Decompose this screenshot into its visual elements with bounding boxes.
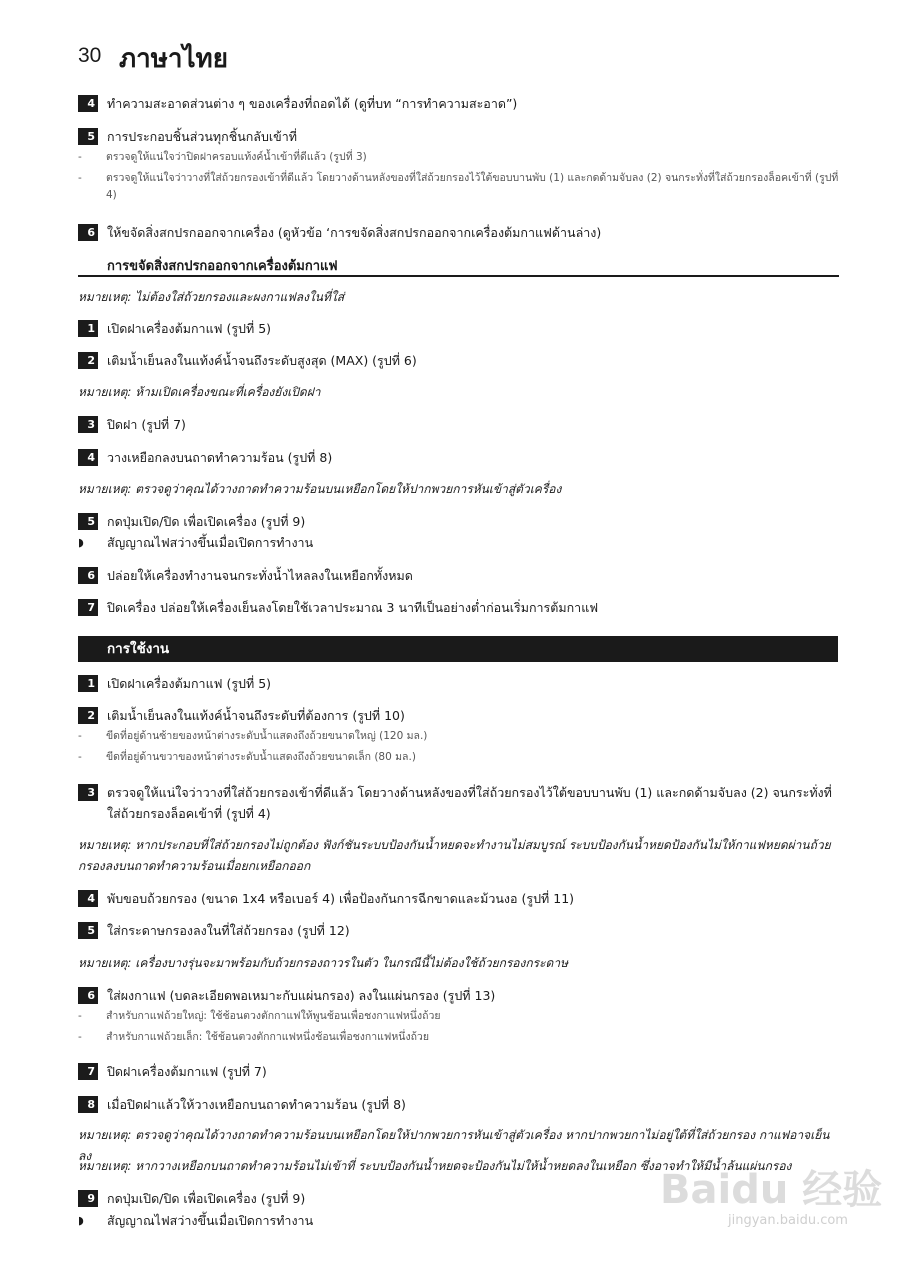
note: หมายเหตุ: หากประกอบที่ใส่ถ้วยกรองไม่ถูกต้อง ฟังก์ชันระบบป้องกันน้ำหยดจะทำงานไม่สมบูรณ์ ระบบป้องกันน้ำหยดป้องกันไม่ให้กาแฟหยดผ่านถ้วยกรองลงบนถาดทำความร้อนเมื่อยกเหยือกออก xyxy=(78,838,831,873)
usage-step-6 xyxy=(78,985,840,1006)
step-number: 1 xyxy=(78,675,98,692)
cleaning-step-5 xyxy=(78,126,840,147)
sub-item xyxy=(78,149,840,166)
step-text: เติมน้ำเย็นลงในแท้งค์น้ำจนถึงระดับสูงสุด (MAX) (รูปที่ 6) xyxy=(107,353,417,368)
descale-step-3 xyxy=(78,414,840,435)
watermark-url: jingyan.baidu.com xyxy=(728,1213,848,1228)
sub-item xyxy=(78,170,840,204)
step-number: 4 xyxy=(78,890,98,907)
step-number: 5 xyxy=(78,128,98,145)
step-text: เปิดฝาเครื่องต้มกาแฟ (รูปที่ 5) xyxy=(107,676,272,691)
step-number: 2 xyxy=(78,352,98,369)
dash-marker: - xyxy=(78,151,82,163)
page-title: ภาษาไทย xyxy=(119,44,228,74)
step-text: ทำความสะอาดส่วนต่าง ๆ ของเครื่องที่ถอดได้ (ดูที่บท “การทำความสะอาด”) xyxy=(107,96,518,111)
step-text: ให้ขจัดสิ่งสกปรกออกจากเครื่อง (ดูหัวข้อ ‘การขจัดสิ่งสกปรกออกจากเครื่องต้มกาแฟด้านล่าง) xyxy=(107,225,602,240)
dash-marker: - xyxy=(78,751,82,763)
step-number: 9 xyxy=(78,1190,98,1207)
step-text: การประกอบชิ้นส่วนทุกชิ้นกลับเข้าที่ xyxy=(107,129,297,144)
descale-step-1 xyxy=(78,318,840,339)
usage-step-1 xyxy=(78,673,840,694)
dash-marker: - xyxy=(78,730,82,742)
step-number: 8 xyxy=(78,1096,98,1113)
usage-step-7 xyxy=(78,1061,840,1082)
dash-marker: - xyxy=(78,1010,82,1022)
cleaning-step-6 xyxy=(78,222,840,243)
section-heading: การใช้งาน xyxy=(78,636,838,662)
descale-step-6 xyxy=(78,565,840,586)
dash-marker: - xyxy=(78,1031,82,1043)
step-text: ใส่ผงกาแฟ (บดละเอียดพอเหมาะกับแผ่นกรอง) ลงในแผ่นกรอง (รูปที่ 13) xyxy=(107,988,496,1003)
step-text: ปิดเครื่อง ปล่อยให้เครื่องเย็นลงโดยใช้เวลาประมาณ 3 นาทีเป็นอย่างต่ำก่อนเริ่มการต้มกาแฟ xyxy=(107,600,599,615)
sub-item xyxy=(78,749,840,766)
descale-step-2 xyxy=(78,350,840,371)
step-number: 2 xyxy=(78,707,98,724)
note: หมายเหตุ: หากวางเหยือกบนถาดทำความร้อนไม่เข้าที่ ระบบป้องกันน้ำหยดจะป้องกันไม่ให้น้ำหยดลงในเหยือก ซึ่งอาจทำให้มีน้ำล้นแผ่นกรอง xyxy=(78,1159,792,1173)
step-number: 5 xyxy=(78,513,98,530)
sub-item xyxy=(78,728,840,745)
step-number: 4 xyxy=(78,95,98,112)
usage-step-8 xyxy=(78,1094,840,1115)
step-text: เติมน้ำเย็นลงในแท้งค์น้ำจนถึงระดับที่ต้องการ (รูปที่ 10) xyxy=(107,708,405,723)
step-number: 7 xyxy=(78,599,98,616)
step-number: 6 xyxy=(78,567,98,584)
sub-item xyxy=(78,1008,840,1025)
step-number: 4 xyxy=(78,449,98,466)
step-text: ปิดฝา (รูปที่ 7) xyxy=(107,417,186,432)
descale-step-4 xyxy=(78,447,840,468)
descale-step-5 xyxy=(78,511,840,532)
step-number: 3 xyxy=(78,416,98,433)
sub-item-text: ตรวจดูให้แน่ใจว่าปิดฝาครอบแท้งค์น้ำเข้าที่ดีแล้ว (รูปที่ 3) xyxy=(106,151,367,163)
bullet-icon: ◗ xyxy=(78,1214,84,1227)
step-number: 1 xyxy=(78,320,98,337)
watermark-logo: Baidu 经验 xyxy=(660,1167,883,1213)
step-text: เปิดฝาเครื่องต้มกาแฟ (รูปที่ 5) xyxy=(107,321,272,336)
usage-step-3 xyxy=(78,782,840,824)
note: หมายเหตุ: ตรวจดูว่าคุณได้วางถาดทำความร้อนบนเหยือกโดยให้ปากพวยการหันเข้าสู่ตัวเครื่อง หากปากพวยกาไม่อยู่ใต้ที่ใส่ถ้วยกรอง กาแฟอาจเย็นลง xyxy=(78,1128,830,1163)
step-text: กดปุ่มเปิด/ปิด เพื่อเปิดเครื่อง (รูปที่ 9) xyxy=(107,1191,306,1206)
note: หมายเหตุ: ห้ามเปิดเครื่องขณะที่เครื่องยังเปิดฝา xyxy=(78,385,321,399)
step-text: กดปุ่มเปิด/ปิด เพื่อเปิดเครื่อง (รูปที่ 9) xyxy=(107,514,306,529)
descale-step-7 xyxy=(78,597,840,618)
sub-item-text: สำหรับกาแฟถ้วยเล็ก: ใช้ช้อนตวงตักกาแฟหนึ่งช้อนเพื่อชงกาแฟหนึ่งถ้วย xyxy=(106,1031,429,1043)
note: หมายเหตุ: ไม่ต้องใส่ถ้วยกรองและผงกาแฟลงในที่ใส่ xyxy=(78,290,345,304)
bullet-text: สัญญาณไฟสว่างขึ้นเมื่อเปิดการทำงาน xyxy=(107,1213,314,1228)
page-number: 30 xyxy=(78,44,102,67)
cleaning-step-4 xyxy=(78,93,840,114)
step-number: 6 xyxy=(78,987,98,1004)
result-bullet xyxy=(78,1211,313,1231)
note: หมายเหตุ: ตรวจดูว่าคุณได้วางถาดทำความร้อนบนเหยือกโดยให้ปากพวยการหันเข้าสู่ตัวเครื่อง xyxy=(78,482,562,496)
bullet-text: สัญญาณไฟสว่างขึ้นเมื่อเปิดการทำงาน xyxy=(107,535,314,550)
sub-item xyxy=(78,1029,840,1046)
step-text: ตรวจดูให้แน่ใจว่าวางที่ใส่ถ้วยกรองเข้าที่ดีแล้ว โดยวางด้านหลังของที่ใส่ถ้วยกรองไว้ใต้ขอบบานพับ (1) และกดด้ามจับลง (2) จนกระทั่งที่ใส่ถ้วยกรองล็อคเข้าที่ (รูปที่ 4) xyxy=(107,785,832,821)
step-text: ปิดฝาเครื่องต้มกาแฟ (รูปที่ 7) xyxy=(107,1064,267,1079)
sub-item-text: ขีดที่อยู่ด้านซ้ายของหน้าต่างระดับน้ำแสดงถึงถ้วยขนาดใหญ่ (120 มล.) xyxy=(106,730,428,742)
result-bullet xyxy=(78,533,313,553)
step-number: 7 xyxy=(78,1063,98,1080)
step-number: 6 xyxy=(78,224,98,241)
dash-marker: - xyxy=(78,172,82,184)
usage-step-5 xyxy=(78,920,840,941)
bullet-icon: ◗ xyxy=(78,536,84,549)
usage-step-4 xyxy=(78,888,840,909)
section-subheading: การขจัดสิ่งสกปรกออกจากเครื่องต้มกาแฟ xyxy=(107,259,338,274)
note: หมายเหตุ: เครื่องบางรุ่นจะมาพร้อมกับถ้วยกรองถาวรในตัว ในกรณีนี้ไม่ต้องใช้ถ้วยกรองกระดาษ xyxy=(78,956,568,970)
step-number: 5 xyxy=(78,922,98,939)
step-text: พับขอบถ้วยกรอง (ขนาด 1x4 หรือเบอร์ 4) เพื่อป้องกันการฉีกขาดและม้วนงอ (รูปที่ 11) xyxy=(107,891,575,906)
step-text: วางเหยือกลงบนถาดทำความร้อน (รูปที่ 8) xyxy=(107,450,333,465)
step-text: เมื่อปิดฝาแล้วให้วางเหยือกบนถาดทำความร้อน (รูปที่ 8) xyxy=(107,1097,406,1112)
step-text: ใส่กระดาษกรองลงในที่ใส่ถ้วยกรอง (รูปที่ 12) xyxy=(107,923,350,938)
sub-item-text: ขีดที่อยู่ด้านขวาของหน้าต่างระดับน้ำแสดงถึงถ้วยขนาดเล็ก (80 มล.) xyxy=(106,751,416,763)
subheading-divider xyxy=(78,275,839,277)
sub-item-text: สำหรับกาแฟถ้วยใหญ่: ใช้ช้อนตวงตักกาแฟให้พูนช้อนเพื่อชงกาแฟหนึ่งถ้วย xyxy=(106,1010,441,1022)
usage-step-2 xyxy=(78,705,840,726)
sub-item-text: ตรวจดูให้แน่ใจว่าวางที่ใส่ถ้วยกรองเข้าที่ดีแล้ว โดยวางด้านหลังของที่ใส่ถ้วยกรองไว้ใต้ขอบบานพับ (1) และกดด้ามจับลง (2) จนกระทั่งที่ใส่ถ้วยกรองล็อคเข้าที่ (รูปที่ 4) xyxy=(106,172,839,201)
step-text: ปล่อยให้เครื่องทำงานจนกระทั่งน้ำไหลลงในเหยือกทั้งหมด xyxy=(107,568,413,583)
step-number: 3 xyxy=(78,784,98,801)
